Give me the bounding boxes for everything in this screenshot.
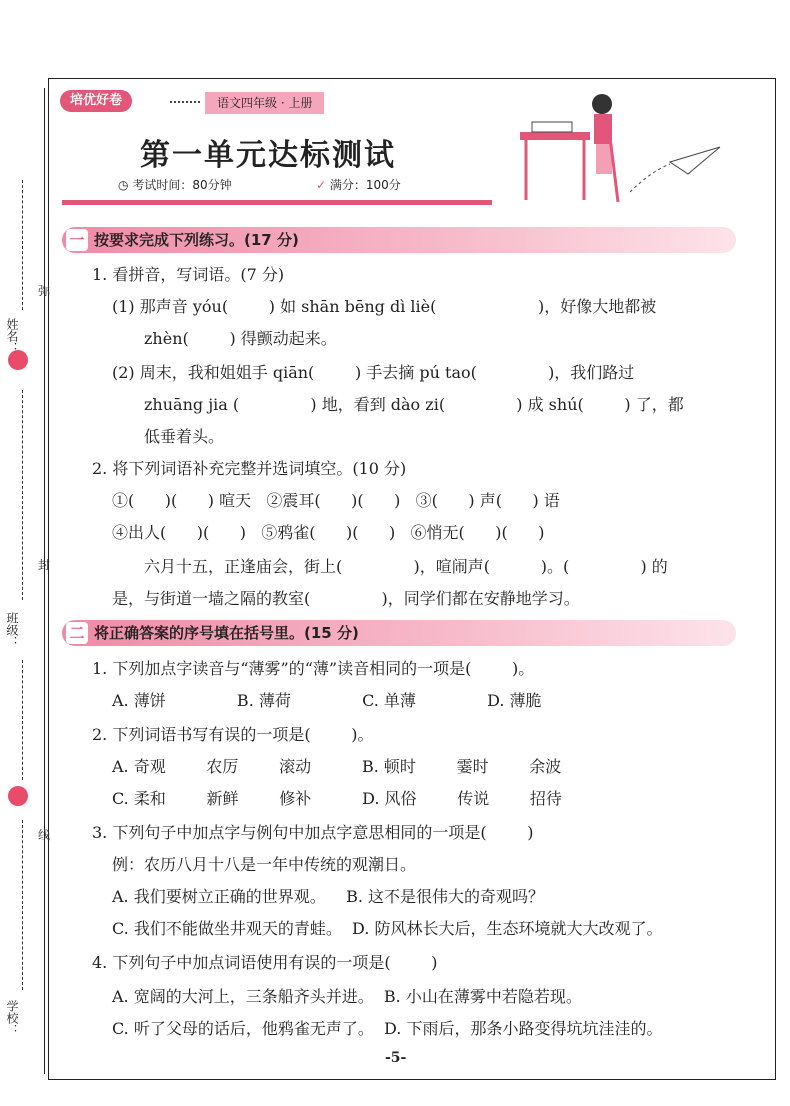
time-meta [118, 176, 232, 193]
section-header-2 [62, 620, 736, 646]
question-line: 低垂着头。 [144, 427, 225, 446]
sidebar-dash [22, 660, 23, 780]
seal-char: 弥 [38, 284, 51, 298]
question-line: A. 奇观 农厉 滚动 B. 顿时 霎时 余波 [112, 757, 562, 776]
section-number: 一 [66, 229, 88, 251]
question-line: 2. 将下列词语补充完整并选词填空。(10 分) [92, 459, 407, 478]
question-line: zhuāng jia ( ) 地，看到 dào zi( ) 成 shú( ) 了，都 [144, 395, 684, 414]
question-line: 2. 下列词语书写有误的一项是( )。 [92, 725, 374, 744]
section-header-1 [62, 227, 736, 253]
seal-char: 封 [38, 558, 51, 572]
school-label: 学校： [5, 1000, 19, 1036]
question-line: C. 我们不能做坐井观天的青蛙。 D. 防风林长大后，生态环境就大大改观了。 [112, 919, 663, 938]
section-number: 二 [66, 622, 88, 644]
check-icon: ✓ [316, 178, 327, 192]
question-line: A. 薄饼 B. 薄荷 C. 单薄 D. 薄脆 [112, 691, 542, 710]
question-line: C. 柔和 新鲜 修补 D. 风俗 传说 招待 [112, 789, 562, 808]
seal-char: 线 [38, 828, 51, 842]
brand-badge: 培优好卷 [60, 90, 132, 112]
header-underline [62, 200, 492, 205]
question-line: 4. 下列句子中加点词语使用有误的一项是( ) [92, 953, 438, 972]
score-meta [316, 176, 401, 193]
sidebar-dash [22, 390, 23, 600]
question-line: (2) 周末，我和姐姐手 qiān( ) 手去摘 pú tao( )，我们路过 [112, 363, 635, 382]
page-title: 第一单元达标测试 [140, 138, 396, 173]
sidebar-dash [22, 820, 23, 990]
question-line: ④出人( )( ) ⑤鸦雀( )( ) ⑥悄无( )( ) [112, 523, 545, 542]
clock-icon: ◷ [118, 178, 129, 192]
time-label: 考试时间：80分钟 [132, 178, 232, 192]
question-line: 是，与街道一墙之隔的教室( )，同学们都在安静地学习。 [112, 589, 580, 608]
class-label: 班级： [5, 612, 19, 648]
sidebar-dash [22, 180, 23, 310]
question-line: ①( )( ) 喧天 ②震耳( )( ) ③( ) 声( ) 语 [112, 491, 560, 510]
question-line: A. 我们要树立正确的世界观。 B. 这不是很伟大的奇观吗？ [112, 887, 545, 906]
page-number: -5- [385, 1050, 407, 1066]
margin-line [44, 88, 45, 1074]
question-line: 3. 下列句子中加点字与例句中加点字意思相同的一项是( ) [92, 823, 534, 842]
question-line: 六月十五，正逢庙会，街上( )，喧闹声( )。( ) 的 [144, 557, 668, 576]
section-title: 将正确答案的序号填在括号里。(15 分) [94, 624, 359, 642]
question-line: (1) 那声音 yóu( ) 如 shān bēng dì liè( )，好像大地都被 [112, 297, 657, 316]
section-title: 按要求完成下列练习。(17 分) [94, 231, 299, 249]
question-line: 1. 看拼音，写词语。(7 分) [92, 265, 285, 284]
question-line: 例：农历八月十八是一年中传统的观潮日。 [112, 855, 417, 874]
dotted-divider [170, 101, 200, 103]
question-line: zhèn( ) 得颤动起来。 [144, 329, 337, 348]
grade-label: 语文四年级 · 上册 [205, 92, 324, 114]
score-label: 满分：100分 [329, 178, 401, 192]
question-line: A. 宽阔的大河上，三条船齐头并进。 B. 小山在薄雾中若隐若现。 [112, 987, 582, 1006]
sidebar-dot [8, 786, 28, 806]
question-line: C. 听了父母的话后，他鸦雀无声了。 D. 下雨后，那条小路变得坑坑洼洼的。 [112, 1019, 663, 1038]
question-line: 1. 下列加点字读音与“薄雾”的“薄”读音相同的一项是( )。 [92, 659, 535, 678]
name-label: 姓名： [5, 318, 19, 354]
student-illustration [510, 92, 730, 202]
